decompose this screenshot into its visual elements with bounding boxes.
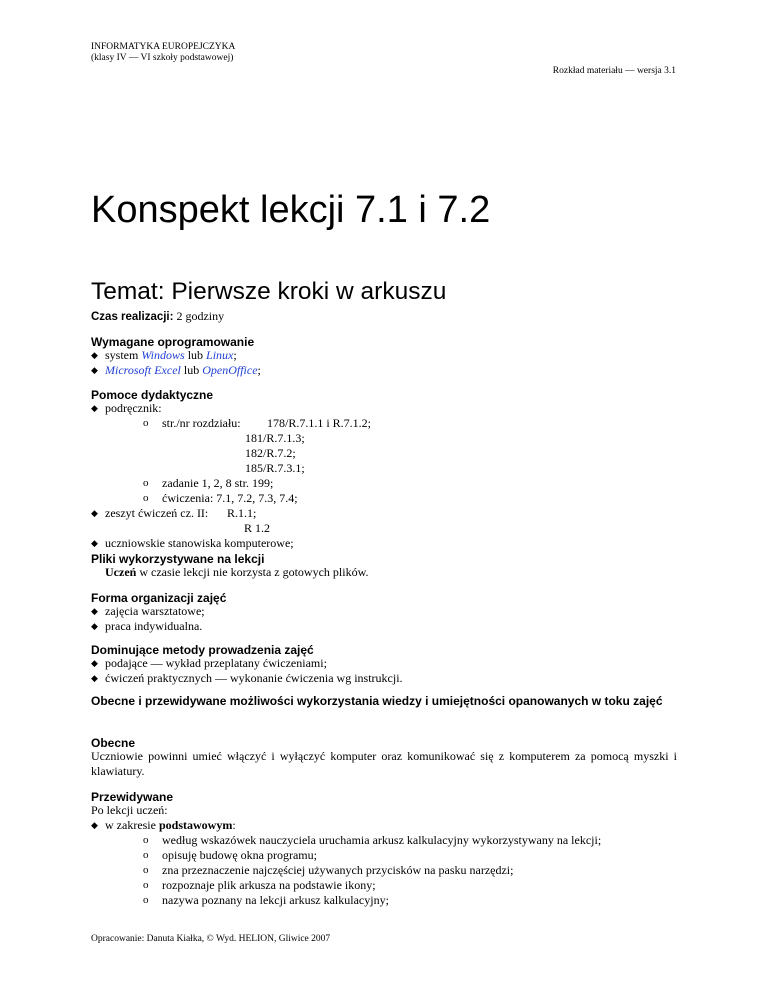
software-os-prefix: system <box>105 348 139 362</box>
excel-link[interactable]: Microsoft Excel <box>105 363 181 377</box>
files-rest: w czasie lekcji nie korzysta z gotowych plików. <box>139 565 369 579</box>
skills-heading: Obecne i przewidywane możliwości wykorzystania wiedzy i umiejętności opanowanych w toku zajęć <box>91 694 663 708</box>
bullet-icon: ◆ <box>91 658 98 668</box>
aids-page-item: 185/R.7.3.1; <box>245 461 305 475</box>
form-heading: Forma organizacji zajęć <box>91 591 227 605</box>
aids-tasks: zadanie 1, 2, 8 str. 199; <box>162 476 274 490</box>
aids-page-item: 181/R.7.1.3; <box>245 431 305 445</box>
header-subtitle: (klasy IV — VI szkoły podstawowej) <box>91 53 234 63</box>
bullet-icon: ◆ <box>91 820 98 830</box>
methods-item: podające — wykład przeplatany ćwiczeniami; <box>105 656 327 670</box>
expected-item: zna przeznaczenie najczęściej używanych przycisków na pasku narzędzi; <box>162 863 514 877</box>
duration-value: 2 godziny <box>176 309 225 323</box>
expected-item: opisuję budowę okna programu; <box>162 848 317 862</box>
files-heading: Pliki wykorzystywane na lekcji <box>91 552 265 566</box>
expected-scope-bold: podstawowym <box>158 818 233 832</box>
duration-line <box>91 309 224 325</box>
current-text: Uczniowie powinni umieć włączyć i wyłączyć komputer oraz komunikować się z komputerem za pomocą myszki i klawiatury. <box>91 749 677 778</box>
expected-item: nazywa poznany na lekcji arkusz kalkulacyjny; <box>162 893 389 907</box>
windows-link[interactable]: Windows <box>141 348 185 362</box>
files-text <box>105 565 368 580</box>
expected-scope <box>105 818 236 833</box>
sub-bullet-icon: o <box>143 849 149 861</box>
sub-bullet-icon: o <box>143 492 149 504</box>
openoffice-link[interactable]: OpenOffice <box>202 363 258 377</box>
sub-bullet-icon: o <box>143 864 149 876</box>
expected-intro: Po lekcji uczeń: <box>91 803 168 817</box>
page-title: Konspekt lekcji 7.1 i 7.2 <box>91 189 491 231</box>
aids-pages-label: str./nr rozdziału: <box>162 416 241 430</box>
aids-page-item: 182/R.7.2; <box>245 446 296 460</box>
header-version: Rozkład materiału — wersja 3.1 <box>552 66 676 76</box>
software-heading: Wymagane oprogramowanie <box>91 335 255 349</box>
form-item: praca indywidualna. <box>105 619 203 633</box>
software-os-suffix: ; <box>233 348 237 362</box>
methods-item: ćwiczeń praktycznych — wykonanie ćwiczenia wg instrukcji. <box>105 671 403 685</box>
bullet-icon: ◆ <box>91 508 98 518</box>
linux-link[interactable]: Linux <box>206 348 234 362</box>
software-app-mid: lub <box>183 363 200 377</box>
expected-heading: Przewidywane <box>91 790 174 804</box>
bullet-icon: ◆ <box>91 621 98 631</box>
sub-bullet-icon: o <box>143 477 149 489</box>
aids-page-item: 178/R.7.1.1 i R.7.1.2; <box>267 416 372 430</box>
expected-scope-prefix: w zakresie <box>105 818 156 832</box>
sub-bullet-icon: o <box>143 834 149 846</box>
bullet-icon: ◆ <box>91 673 98 683</box>
sub-bullet-icon: o <box>143 894 149 906</box>
duration-label: Czas realizacji: <box>91 311 174 323</box>
footer: Opracowanie: Danuta Kiałka, © Wyd. HELION, Gliwice 2007 <box>91 934 331 944</box>
sub-bullet-icon: o <box>143 879 149 891</box>
aids-workbook: zeszyt ćwiczeń cz. II: <box>105 506 209 520</box>
expected-scope-suffix: : <box>232 818 236 832</box>
bullet-icon: ◆ <box>91 606 98 616</box>
expected-item: według wskazówek nauczyciela uruchamia arkusz kalkulacyjny wykorzystywany na lekcji; <box>162 833 602 847</box>
software-item-app <box>105 363 261 378</box>
software-os-mid: lub <box>187 348 204 362</box>
sub-bullet-icon: o <box>143 417 149 429</box>
software-item-os <box>105 348 237 363</box>
software-app-suffix: ; <box>257 363 261 377</box>
bullet-icon: ◆ <box>91 365 98 375</box>
current-heading: Obecne <box>91 736 136 750</box>
files-bold: Uczeń <box>105 565 137 579</box>
topic-heading: Temat: Pierwsze kroki w arkuszu <box>91 278 447 305</box>
bullet-icon: ◆ <box>91 538 98 548</box>
methods-heading: Dominujące metody prowadzenia zajęć <box>91 643 314 657</box>
aids-workbook-value: R.1.1; <box>227 506 257 520</box>
header-title: INFORMATYKA EUROPEJCZYKA <box>91 42 236 52</box>
aids-exercises: ćwiczenia: 7.1, 7.2, 7.3, 7.4; <box>162 491 298 505</box>
aids-heading: Pomoce dydaktyczne <box>91 388 214 402</box>
aids-textbook: podręcznik: <box>105 401 162 415</box>
bullet-icon: ◆ <box>91 403 98 413</box>
aids-stations: uczniowskie stanowiska komputerowe; <box>105 536 294 550</box>
aids-workbook-value: R 1.2 <box>244 521 271 535</box>
expected-item: rozpoznaje plik arkusza na podstawie ikony; <box>162 878 376 892</box>
bullet-icon: ◆ <box>91 350 98 360</box>
form-item: zajęcia warsztatowe; <box>105 604 205 618</box>
